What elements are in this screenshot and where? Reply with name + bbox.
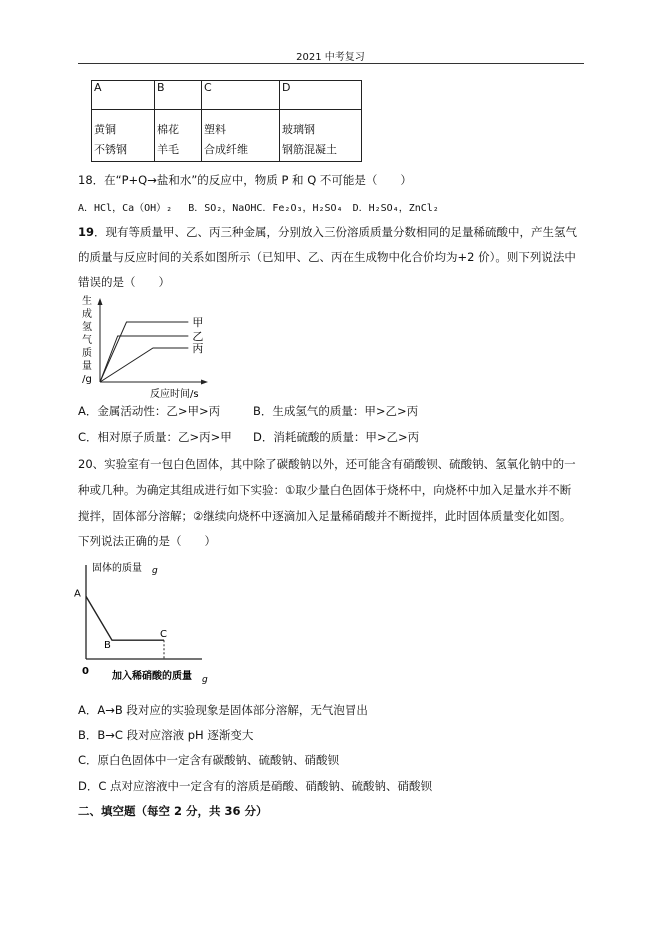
q20-option-c: C．原白色固体中一定含有碳酸钠、硫酸钠、硝酸钡 (78, 753, 340, 767)
chart19-ylabel (82, 294, 92, 385)
q20-stem-line2: 种或几种。为确定其组成进行如下实验：①取少量白色固体于烧杯中，向烧杯中加入足量水并不断 (78, 483, 572, 497)
page-header: 2021 中考复习 (296, 52, 365, 63)
chart19-ylabel-char: 气 (82, 335, 92, 346)
table-header-b: B (155, 81, 202, 110)
table-cell: 塑料 (202, 110, 280, 138)
chart19-series-label: 乙 (192, 330, 204, 343)
q19-option-b: B．生成氢气的质量：甲>乙>丙 (253, 404, 419, 418)
chart19-x-arrow (201, 380, 208, 385)
chart20-xlabel-unit: g (202, 675, 208, 685)
chart20-point-label: B (104, 640, 111, 652)
chart20-ylabel-unit: g (152, 566, 158, 576)
q19-stem-line3: 错误的是（ ） (78, 275, 170, 289)
chart20-ylabel: 固体的质量 (92, 563, 142, 574)
chart19-series (100, 316, 203, 382)
q19-stem-line1 (78, 224, 577, 240)
table-cell: 黄铜 (92, 110, 155, 138)
options-table (91, 80, 362, 162)
q18-stem: 18．在“P+Q→盐和水”的反应中，物质 P 和 Q 不可能是（ ） (78, 173, 412, 187)
chart19-series-line (100, 336, 188, 382)
chart19-xlabel: 反应时间/s (150, 389, 199, 400)
table-cell: 羊毛 (155, 137, 202, 162)
table-header-c: C (202, 81, 280, 110)
q20-option-b: B．B→C 段对应溶液 pH 逐渐变大 (78, 728, 254, 742)
chart19-series-label: 丙 (192, 342, 204, 355)
q19-option-d: D．消耗硫酸的质量：甲>乙>丙 (253, 430, 420, 444)
chart19-series-label: 甲 (192, 316, 204, 329)
chart19-ylabel-char: 质 (82, 348, 92, 359)
q19-option-c: C．相对原子质量：乙>丙>甲 (78, 430, 232, 444)
chart20-series (74, 588, 167, 659)
section-2-title: 二、填空题（每空 2 分，共 36 分） (78, 804, 268, 818)
chart20-xlabel: 加入稀硝酸的质量 (112, 671, 192, 682)
table-header-d: D (280, 81, 362, 110)
chart19-ylabel-char: 量 (82, 361, 92, 372)
table-cell: 不锈钢 (92, 137, 155, 162)
chart19-ylabel-char: 生 (82, 296, 92, 307)
q20-option-d: D．C 点对应溶液中一定含有的溶质是硝酸、硝酸钠、硫酸钠、硝酸钡 (78, 779, 433, 793)
table-cell: 玻璃钢 (280, 110, 362, 138)
chart20-point-label: C (160, 629, 167, 641)
chart20-origin: 0 (82, 666, 89, 677)
table-cell: 钢筋混凝土 (280, 137, 362, 162)
chart20-series-line (86, 596, 164, 640)
table-cell: 合成纤维 (202, 137, 280, 162)
header-rule (78, 63, 584, 64)
q19-stem-line2: 的质量与反应时间的关系如图所示（已知甲、乙、丙在生成物中化合价均为+2 价）。则下列说法中 (78, 250, 576, 264)
chart19-ylabel-char: 氢 (82, 322, 92, 333)
q20-stem-line1: 20、实验室有一包白色固体，其中除了碳酸钠以外，还可能含有硝酸钡、硫酸钠、氢氧化钠中的一 (78, 457, 576, 471)
q19-number: 19 (78, 225, 95, 239)
q19-option-a: A．金属活动性：乙>甲>丙 (78, 404, 221, 418)
q20-stem-line3: 搅拌，固体部分溶解；②继续向烧杯中逐滴加入足量稀硝酸并不断搅拌，此时固体质量变化如图。 (78, 509, 572, 523)
q18-options: A．HCl，Ca（OH）₂ B．SO₂，NaOHC．Fe₂O₃，H₂SO₄ D．H₂SO₄，ZnCl₂ (78, 203, 439, 214)
chart19-ylabel-char: /g (82, 374, 92, 385)
q20-stem-line4: 下列说法正确的是（ ） (78, 534, 216, 548)
table-header-a: A (92, 81, 155, 110)
q20-option-a: A．A→B 段对应的实验现象是固体部分溶解，无气泡冒出 (78, 703, 368, 717)
chart19-ylabel-char: 成 (82, 309, 92, 320)
chart19-svg (78, 290, 213, 402)
chart20-point-label: A (74, 588, 81, 600)
q19-stem-text: ．现有等质量甲、乙、丙三种金属，分别放入三份溶质质量分数相同的足量稀硫酸中，产生氢气 (94, 225, 578, 239)
chart20-svg (74, 557, 218, 687)
chart19-y-arrow (98, 298, 103, 305)
table-cell: 棉花 (155, 110, 202, 138)
